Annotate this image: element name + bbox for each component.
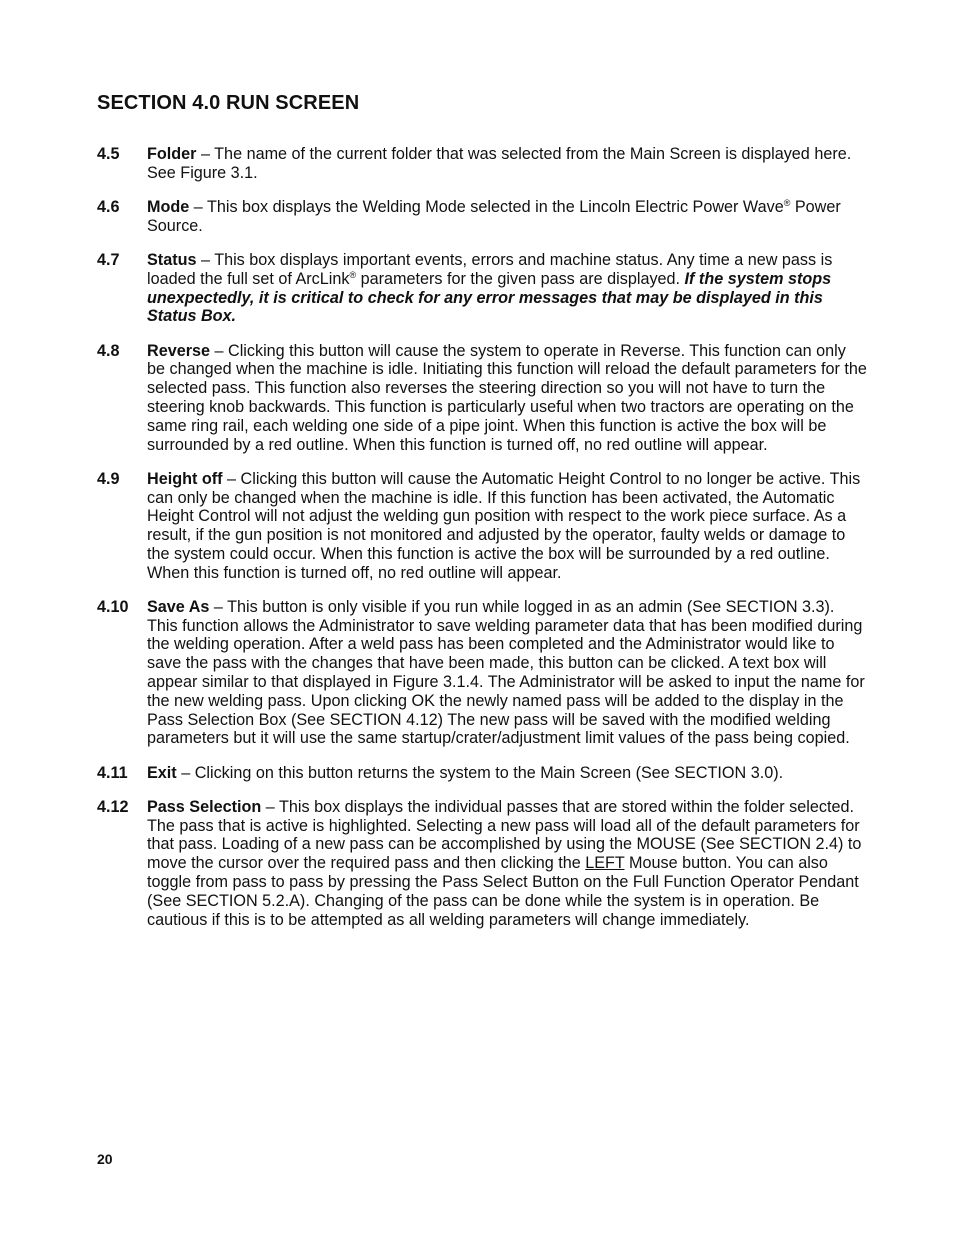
section-item-exit	[97, 764, 867, 783]
section-term: Height off	[147, 469, 223, 488]
section-item-mode	[97, 198, 867, 236]
section-term: Reverse	[147, 341, 211, 360]
section-body	[147, 342, 867, 455]
section-term: Folder	[147, 145, 197, 163]
section-text-continued: Power Source.	[147, 197, 841, 235]
section-number: 4.7	[97, 250, 120, 269]
section-text-continued: Mouse button. You can also toggle from pass to pass by pressing the Pass Select Button on the Full Function Operator Pendant (See SECTION 5.2.A). Changing of the pass can be done while the system is in operation. Be cautious if this is to be attempted as all welding parameters will change immediately.	[147, 854, 859, 929]
section-term: Status	[147, 250, 197, 269]
section-text: – This box displays important events, errors and machine status. Any time a new pass is loaded the full set of ArcLink	[147, 250, 833, 288]
section-number: 4.10	[97, 597, 129, 616]
section-text: – Clicking on this button returns the system to the Main Screen (See SECTION 3.0).	[176, 763, 784, 782]
section-body	[147, 598, 867, 748]
section-term: Pass Selection	[147, 797, 262, 816]
section-item-save-as	[97, 598, 867, 748]
left-underlined-word: LEFT	[585, 854, 625, 873]
section-text: – This box displays the Welding Mode selected in the Lincoln Electric Power Wave	[189, 197, 784, 216]
section-term: Save As	[147, 597, 210, 616]
section-body	[147, 798, 867, 930]
section-body	[147, 198, 867, 236]
section-body	[147, 764, 867, 783]
section-body	[147, 470, 867, 583]
section-list	[97, 145, 867, 945]
section-text: – Clicking this button will cause the Automatic Height Control to no longer be active. This can only be changed when the machine is idle. If this function has been activated, the Automatic Height Control will not adjust the welding gun position with respect to the work piece surface. As a result, if the gun position is not monitored and adjusted by the operator, faulty welds or damage to the system could occur. When this function is active the box will be surrounded by a red outline. When this function is turned off, no red outline will appear.	[147, 469, 861, 582]
section-number: 4.11	[97, 763, 128, 782]
section-body	[147, 251, 867, 326]
section-text: – The name of the current folder that was selected from the Main Screen is displayed here. See Figure 3.1.	[147, 145, 852, 182]
page-title: SECTION 4.0 RUN SCREEN	[97, 92, 360, 114]
section-item-height-off	[97, 470, 867, 583]
section-number: 4.8	[97, 341, 120, 360]
registered-mark: ®	[349, 269, 357, 280]
section-term: Exit	[147, 763, 177, 782]
page-number: 20	[97, 1151, 113, 1167]
section-item-reverse	[97, 342, 867, 455]
section-text: – This box displays the individual passes that are stored within the folder selected. The pass that is active is highlighted. Selecting a new pass will load all of the default parameters for that pass. Loading of a new pass can be accomplished by using the MOUSE (See SECTION 2.4) to move the cursor over the required pass and then clicking the	[147, 797, 862, 873]
section-text: – This button is only visible if you run while logged in as an admin (See SECTION 3.3). This function allows the Administrator to save welding parameter data that has been modified during the welding operation. After a weld pass has been completed and the Administrator would like to save the pass with the changes that have been made, this button can be clicked. A text box will appear similar to that displayed in Figure 3.1.4. The Administrator will be asked to input the name for the new welding pass. Upon clicking OK the newly named pass will be added to the display in the Pass Selection Box (See SECTION 4.12) The new pass will be saved with the modified welding parameters but it will use the same startup/crater/adjustment limit values of the pass being copied.	[147, 597, 865, 748]
section-item-status	[97, 251, 867, 326]
section-number: 4.6	[97, 197, 120, 216]
registered-mark: ®	[783, 197, 791, 208]
section-body	[147, 145, 867, 183]
status-warning: If the system stops unexpectedly, it is critical to check for any error messages that may be displayed in this Status Box.	[147, 269, 832, 326]
section-number: 4.5	[97, 145, 120, 163]
section-number: 4.9	[97, 469, 120, 488]
section-term: Mode	[147, 197, 190, 216]
section-number: 4.12	[97, 797, 129, 816]
section-item-folder	[97, 145, 867, 183]
section-text-continued: parameters for the given pass are displayed.	[356, 269, 685, 288]
section-item-pass-selection	[97, 798, 867, 930]
section-text: – Clicking this button will cause the system to operate in Reverse. This function can only be changed when the machine is idle. Initiating this function will reload the default parameters for the selected pass. This function also reverses the steering direction so you will not have to turn the steering knob backwards. This function is particularly useful when two tractors are operating on the same ring rail, each welding one side of a pipe joint. When this function is active the box will be surrounded by a red outline. When this function is turned off, no red outline will appear.	[147, 341, 867, 454]
